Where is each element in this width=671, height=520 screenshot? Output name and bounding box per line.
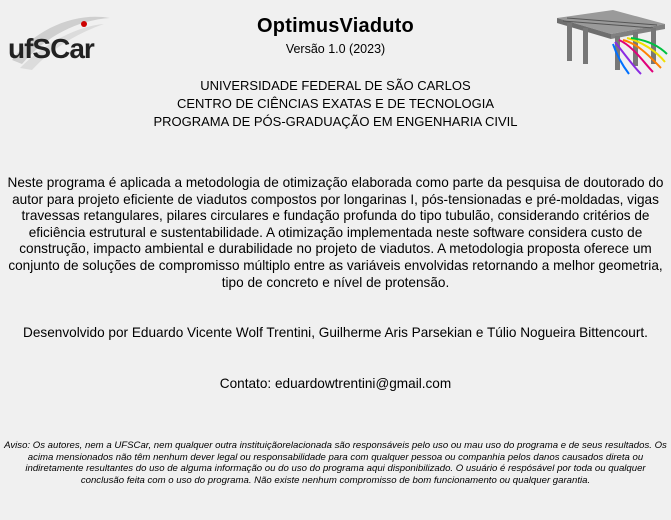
disclaimer-text: Aviso: Os autores, nem a UFSCar, nem qualquer outra instituiçãorelacionada são responsáveis pelo uso ou mau uso do programa e de seus resultados. Os acima mensionados não têm nenhum dever legal ou responsabilidade para com qualquer pessoa ou companhia pelos danos causados direta ou indiretamente resultantes do uso de alguma informação ou do uso do programa aqui disponibilizado. O usuário é respósável por toda ou qualquer conclusão feita com o uso do programa. Não existe nenhum compromisso de bom funcionamento ou qualquer garantia. xyxy=(4,440,667,486)
ufscar-logo-text: ufSCar xyxy=(8,33,94,64)
app-title: OptimusViaduto xyxy=(257,15,414,37)
contact-text: Contato: eduardowtrentini@gmail.com xyxy=(219,376,452,391)
version-label: Versão 1.0 (2023) xyxy=(285,42,386,56)
institution-university: UNIVERSIDADE FEDERAL DE SÃO CARLOS xyxy=(200,78,471,93)
institution-center: CENTRO DE CIÊNCIAS EXATAS E DE TECNOLOGIA xyxy=(176,96,495,111)
program-description: Neste programa é aplicada a metodologia de otimização elaborada como parte da pesquisa de doutorado do autor para projeto eficiente de viadutos compostos por longarinas I, pós-tensionadas e pré-moldadas, vigas travessas retangulares, pilares circulares e fundação profunda do tipo tubulão, considerando critérios de eficiência estrutural e sustentabilidade. A otimização implementada neste software considera custo de construção, impacto ambiental e durabilidade no projeto de viadutos. A metodologia proposta oferece um conjunto de soluções de compromisso múltiplo entre as variáveis envolvidas retornando a melhor geometria, tipo de concreto e nível de protensão. xyxy=(7,175,664,290)
institution-program: PROGRAMA DE PÓS-GRADUAÇÃO EM ENGENHARIA CIVIL xyxy=(153,114,518,129)
developers-text: Desenvolvido por Eduardo Vicente Wolf Trentini, Guilherme Aris Parsekian e Túlio Nogueira Bittencourt. xyxy=(23,325,648,340)
